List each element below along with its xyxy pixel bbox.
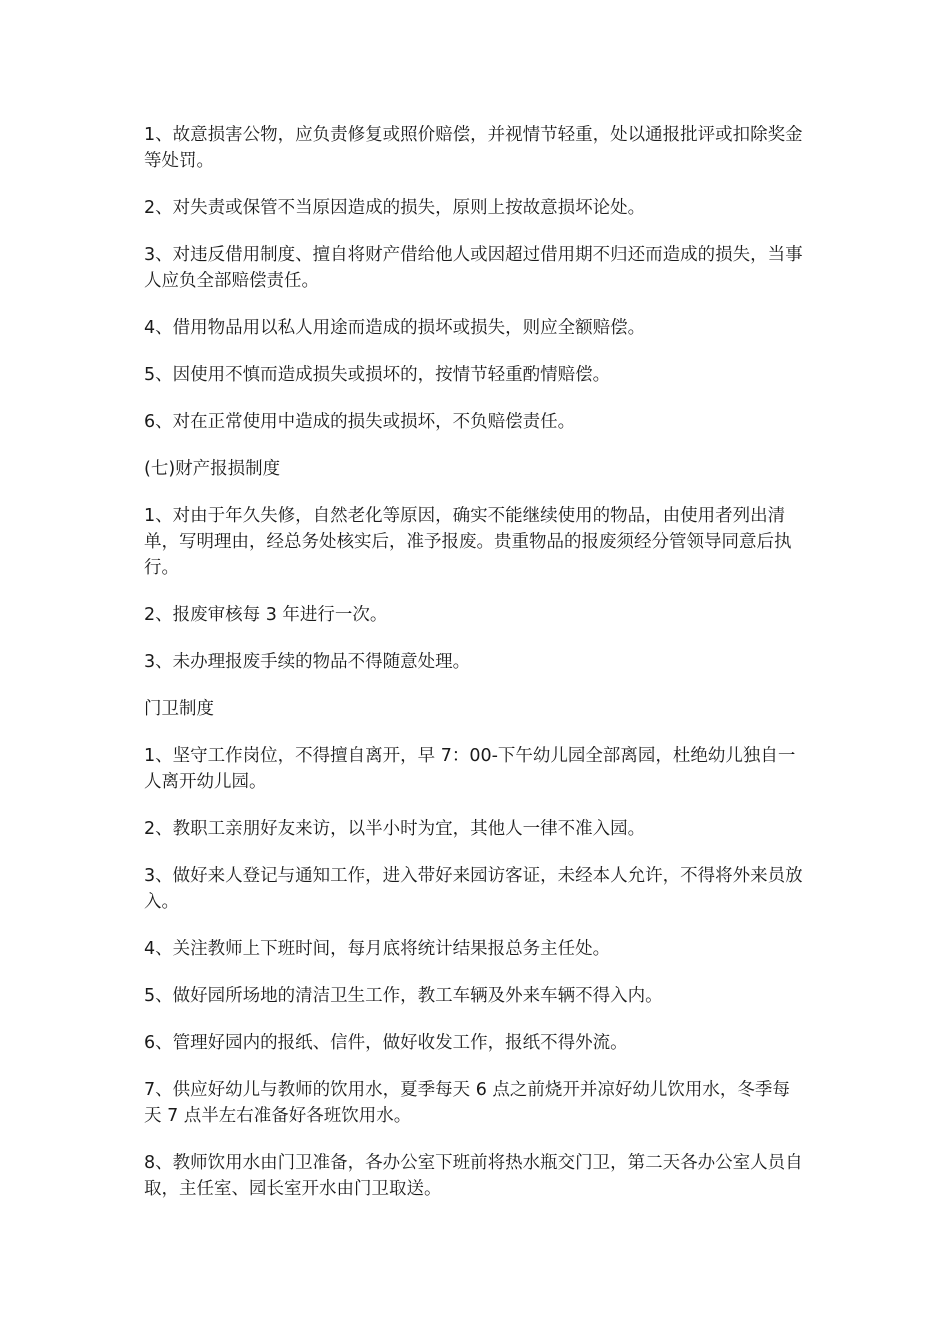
paragraph-borrowing-violation: 3、对违反借用制度、擅自将财产借给他人或因超过借用期不归还而造成的损失，当事人应负全部赔偿责任。: [144, 245, 803, 291]
paragraph-cleaning: 5、做好园所场地的清洁卫生工作，教工车辆及外来车辆不得入内。: [144, 986, 663, 1006]
paragraph-attendance: 4、关注教师上下班时间，每月底将统计结果报总务主任处。: [144, 939, 611, 959]
paragraph-scrap-audit: 2、报废审核每 3 年进行一次。: [144, 605, 388, 625]
paragraph-visitors-staff: 2、教职工亲朋好友来访，以半小时为宜，其他人一律不准入园。: [144, 819, 646, 839]
paragraph-guard-post: 1、坚守工作岗位，不得擅自离开，早 7：00-下午幼儿园全部离园，杜绝幼儿独自一人离开幼儿园。: [144, 746, 796, 792]
paragraph-teacher-water: 8、教师饮用水由门卫准备，各办公室下班前将热水瓶交门卫，第二天各办公室人员自取，主任室、园长室开水由门卫取送。: [144, 1153, 803, 1199]
paragraph-damage-repair: 1、故意损害公物，应负责修复或照价赔偿，并视情节轻重，处以通报批评或扣除奖金等处罚。: [144, 125, 803, 171]
paragraph-negligence-loss: 2、对失责或保管不当原因造成的损失，原则上按故意损坏论处。: [144, 198, 646, 218]
section-heading-guard-policy: 门卫制度: [144, 699, 214, 719]
paragraph-drinking-water: 7、供应好幼儿与教师的饮用水，夏季每天 6 点之前烧开并凉好幼儿饮用水，冬季每天 7 点半左右准备好各班饮用水。: [144, 1080, 790, 1126]
paragraph-scrap-handling: 3、未办理报废手续的物品不得随意处理。: [144, 652, 471, 672]
paragraph-scrap-procedure: 1、对由于年久失修，自然老化等原因，确实不能继续使用的物品，由使用者列出清单，写明理由，经总务处核实后，准予报废。贵重物品的报废须经分管领导同意后执行。: [144, 506, 792, 578]
section-heading-scrap-policy: (七)财产报损制度: [144, 459, 281, 479]
paragraph-private-use: 4、借用物品用以私人用途而造成的损坏或损失，则应全额赔偿。: [144, 318, 646, 338]
paragraph-mail: 6、管理好园内的报纸、信件，做好收发工作，报纸不得外流。: [144, 1033, 628, 1053]
paragraph-normal-use: 6、对在正常使用中造成的损失或损坏，不负赔偿责任。: [144, 412, 576, 432]
paragraph-visitor-registration: 3、做好来人登记与通知工作，进入带好来园访客证，未经本人允许，不得将外来员放入。: [144, 866, 803, 912]
document-page: [144, 122, 804, 1223]
paragraph-careless-use: 5、因使用不慎而造成损失或损坏的，按情节轻重酌情赔偿。: [144, 365, 611, 385]
